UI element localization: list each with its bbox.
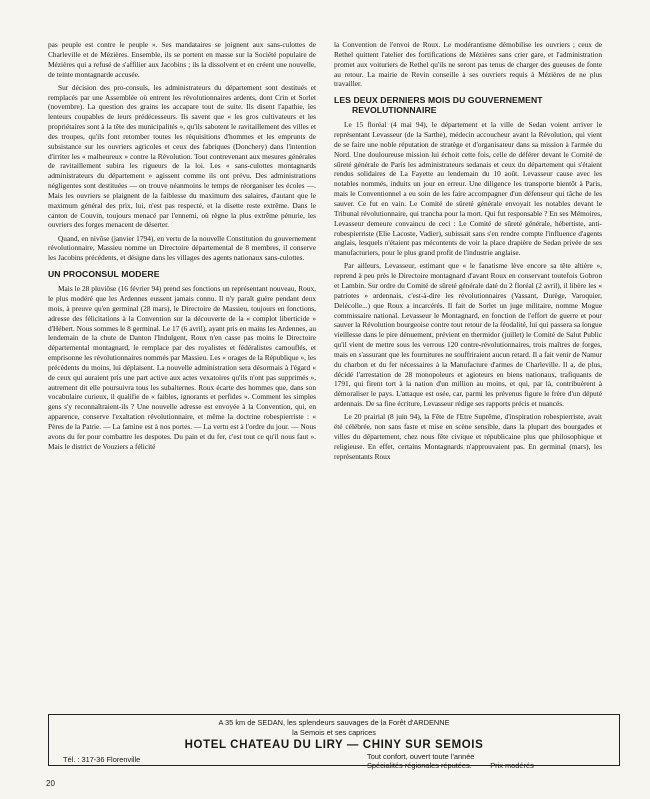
ad-specialties: Spécialités régionales réputées. Prix modérés bbox=[367, 761, 534, 770]
ad-services bbox=[367, 752, 534, 770]
section-heading: UN PROCONSUL MODERE bbox=[48, 269, 160, 280]
ad-comfort: Tout confort, ouvert toute l'année bbox=[367, 752, 475, 761]
right-column bbox=[334, 40, 602, 465]
paragraph: Mais le 28 pluviôse (16 février 94) prend ses fonctions un représentant nouveau, Roux, le plus modéré que les Ardennes eussent jamais connu. Il n'y paraît guère pendant deux mois, à preuve qu'en germinal (28 mars), le Directoire de Massieu, toujours en fonctions, adresse des félicitations à la Convention sur la découverte de la « complot liberticide » d'Hébert. Nous sommes le 8 germinal. Le 17 (6 avril), ayant pris en mains les Ardennes, au lendemain de la chute de Danton l'Indulgent, Roux n'en casse pas moins le Directoire départemental montagnard, le remplace par des royalistes et fédéralistes camouflés, et emprisonne les révolutionnaires nommés par Massieu. Les « orages de la République », les précédents du moins, lui déplaisent. La nouvelle administration sera désormais à l'égard « de ceux qui auraient pris une part active aux actes vexatoires qu'ils n'ont pas supprimés », autrement dit elle poursuivra tous les subalternes. Roux écarte des hommes que, dans son vocabulaire curieux, il qualifie de « faibles, ignorants et perfides ». Comment les simples gens s'y reconnaîtraient-ils ? Une nouvelle adresse est envoyée à la Convention, qui, en apparence, conserve l'exaltation révolutionnaire, et même la doctrine robespierriste : « Pères de la Patrie. — La famine est à nos portes. — La vertu est à l'ordre du jour. — Nous avons du fer pour combattre les despotes. Du pain et du fer, c'est tout ce qu'il nous faut ». Mais le district de Vouziers a félicité bbox=[48, 284, 316, 451]
paragraph: la Convention de l'envoi de Roux. Le modérantisme démobilise les ouvriers ; ceux de Rethel quittent l'atelier des fortifications de Mézières sans crier gare, et l'administration promet aux voituriers de Rethel qu'ils ne seront pas tenus de charger des gueuses de fonte au retour. La mairie de Revin conseille à ses ouvriers requis à Mézières de ne plus travailler. bbox=[334, 40, 602, 89]
ad-telephone: Tél. : 317-36 Florenville bbox=[63, 755, 141, 764]
left-column bbox=[48, 40, 316, 455]
ad-tagline: A 35 km de SEDAN, les splendeurs sauvages de la Forêt d'ARDENNE bbox=[218, 718, 450, 727]
ad-tagline: la Semois et ses caprices bbox=[292, 728, 376, 737]
page-number: 20 bbox=[46, 779, 55, 788]
paragraph: Quand, en nivôse (janvier 1794), en vertu de la nouvelle Constitution du gouvernement révolutionnaire, Massieu nomme un Directoire départemental de 8 membres, il conserve les Jacobins précédents, et désigne dans les villages des agents nationaux sans-culottes. bbox=[48, 233, 316, 263]
ad-hotel-name: HOTEL CHATEAU DU LIRY — CHINY SUR SEMOIS bbox=[184, 739, 484, 751]
section-heading bbox=[334, 95, 602, 115]
paragraph: Par ailleurs, Levasseur, estimant que « le fanatisme lève encore sa tête altière », reprend à peu près le Directoire montagnard d'avant Roux en conservant toutefois Gobron et Lambin. Sur ordre du Comité de sûreté générale daté du 2 floréal (2 avril), il libère les « patriotes » ardennais, c'est-à-dire les révolutionnaires (Vassant, Durège, Varoquier, Delécolle...) que Roux a incarcérés. Il fait de Sorlet un juge militaire, nomme Mogue commissaire national. Levasseur le Montagnard, en fonction de l'effort de guerre et pour sauver la Révolution bourgeoise contre tout retour de la féodalité, lui qui passera sa longue vieillesse dans le pire dénuement, prévient en thermidor (juillet) le Comité de Salut Public qu'il vient de mettre sous les verrous 120 contre-révolutionnaires, trois maîtres de forges, mais en s'assurant que les fournitures ne souffriraient aucun retard. Il a fait venir de Namur du charbon et du fer nécessaires à la Manufacture d'armes de Charleville. Il a, de plus, décidé l'arrestation de 28 monopoleurs et agioteurs en biens nationaux, trafiquants de 1791, qui firent tort à la nation d'un million au moins, et qui, par là, contribuèrent à démoraliser le pays. L'attaque est osée, car, parmi les prévenus figure le frère d'un député ardennais. De sa fine écriture, Levasseur rédige ses rapports précis et nuancés. bbox=[334, 261, 602, 409]
paragraph: Le 15 floréal (4 mai 94), le département et la ville de Sedan voient arriver le représentant Levasseur (de la Sarthe), médecin accoucheur avant la Révolution, qui vient de se faire une noble réputation de stratège et d'organisateur dans sa mission à l'armée du Nord. Une douloureuse mission lui échoit cette fois, celle de déférer devant le Comité de sûreté générale de Paris les administrateurs sedanais et ceux du département qui s'étaient rendus solidaires de La Fayette au lendemain du 10 août. Levasseur cause avec les notables nommés, induits un jour en erreur. Une diligence les transporte bientôt à Paris, mais le Conventionnel a eu soin de les faire accompagner d'un défenseur qui tâche de les sauver. Ce fut en vain. Le Comité de sûreté générale envoyait les notables devant le Tribunal révolutionnaire, qui trancha pour la mort. Qui fut responsable ? En ses Mémoires, Levasseur demeure convaincu de ceci : Le Comité de sûreté générale, hébertiste, anti-robespierriste (Elie Lacoste, Vadier), subissait sans s'en rendre compte l'influence d'agents anglais, lesquels n'étaient pas mécontents de voir la place drapière de Sedan privée de ses manufacturiers, pour le plus grand profit de l'industrie anglaise. bbox=[334, 120, 602, 258]
paragraph: pas peuple est contre le peuple ». Ses mandataires se joignent aux sans-culottes de Charleville et de Mézières. Ensemble, ils se portent en masse sur la Société populaire de Mézières qui a refusé de s'affilier aux Jacobins ; ils la dissolvent et en créent une nouvelle, de teinte montagnarde accusée. bbox=[48, 40, 316, 79]
paragraph: Sur décision des pro-consuls, les administrateurs du département sont destitués et remplacés par une Assemblée où entrent les révolutionnaires ardents, dont Crin et Sorlet (novembre). La question des grains les accapare tout de suite. Ils disent l'apathie, les lenteurs coupables de leurs prédécesseurs. Ils savent que « les gros cultivateurs et les propriétaires sont à la tête des municipalités », qu'ils sabotent le ravitaillement des villes et des troupes, qu'ils font retomber toutes les réquisitions d'hommes et les emprunts de subsistance sur les ouvriers agricoles et ceux des fabriques (Donchery) dans l'intention d'irriter les « malheureux » contre la Révolution. Tout contrevenant aux mesures générales de ravitaillement subira les rigueurs de la loi. Les « sans-culottes montagnards administrateurs du département » agissent comme ils ont prévu. Des administrations négligentes sont destituées — on trouve néanmoins le temps de réorganiser les écoles —. Mais les ouvriers se plaignent de la faiblesse du maximum des salaires, d'autant que le maximum général des prix, lui, n'est pas respecté, et la disette reste extrême. Dans le canton de Couvin, toujours menacé par l'ennemi, où règne la plus extrême pénurie, les ouvriers des forges menacent de déserter. bbox=[48, 82, 316, 230]
section-heading-line: REVOLUTIONNAIRE bbox=[352, 105, 437, 116]
section-heading-line: LES DEUX DERNIERS MOIS DU GOUVERNEMENT bbox=[334, 95, 543, 106]
hotel-advertisement bbox=[48, 714, 620, 770]
paragraph: Le 20 prairial (8 juin 94), la Fête de l'Etre Suprême, d'inspiration robespierriste, avait été célébrée, non sans faste et mise en scène sensible, dans la plupart des bourgades et villes du département, chez nous fête civique et républicaine plus que philosophique et religieuse. En effet, certains Montagnards n'approuvaient pas. En germinal (mars), les représentants Roux bbox=[334, 412, 602, 461]
